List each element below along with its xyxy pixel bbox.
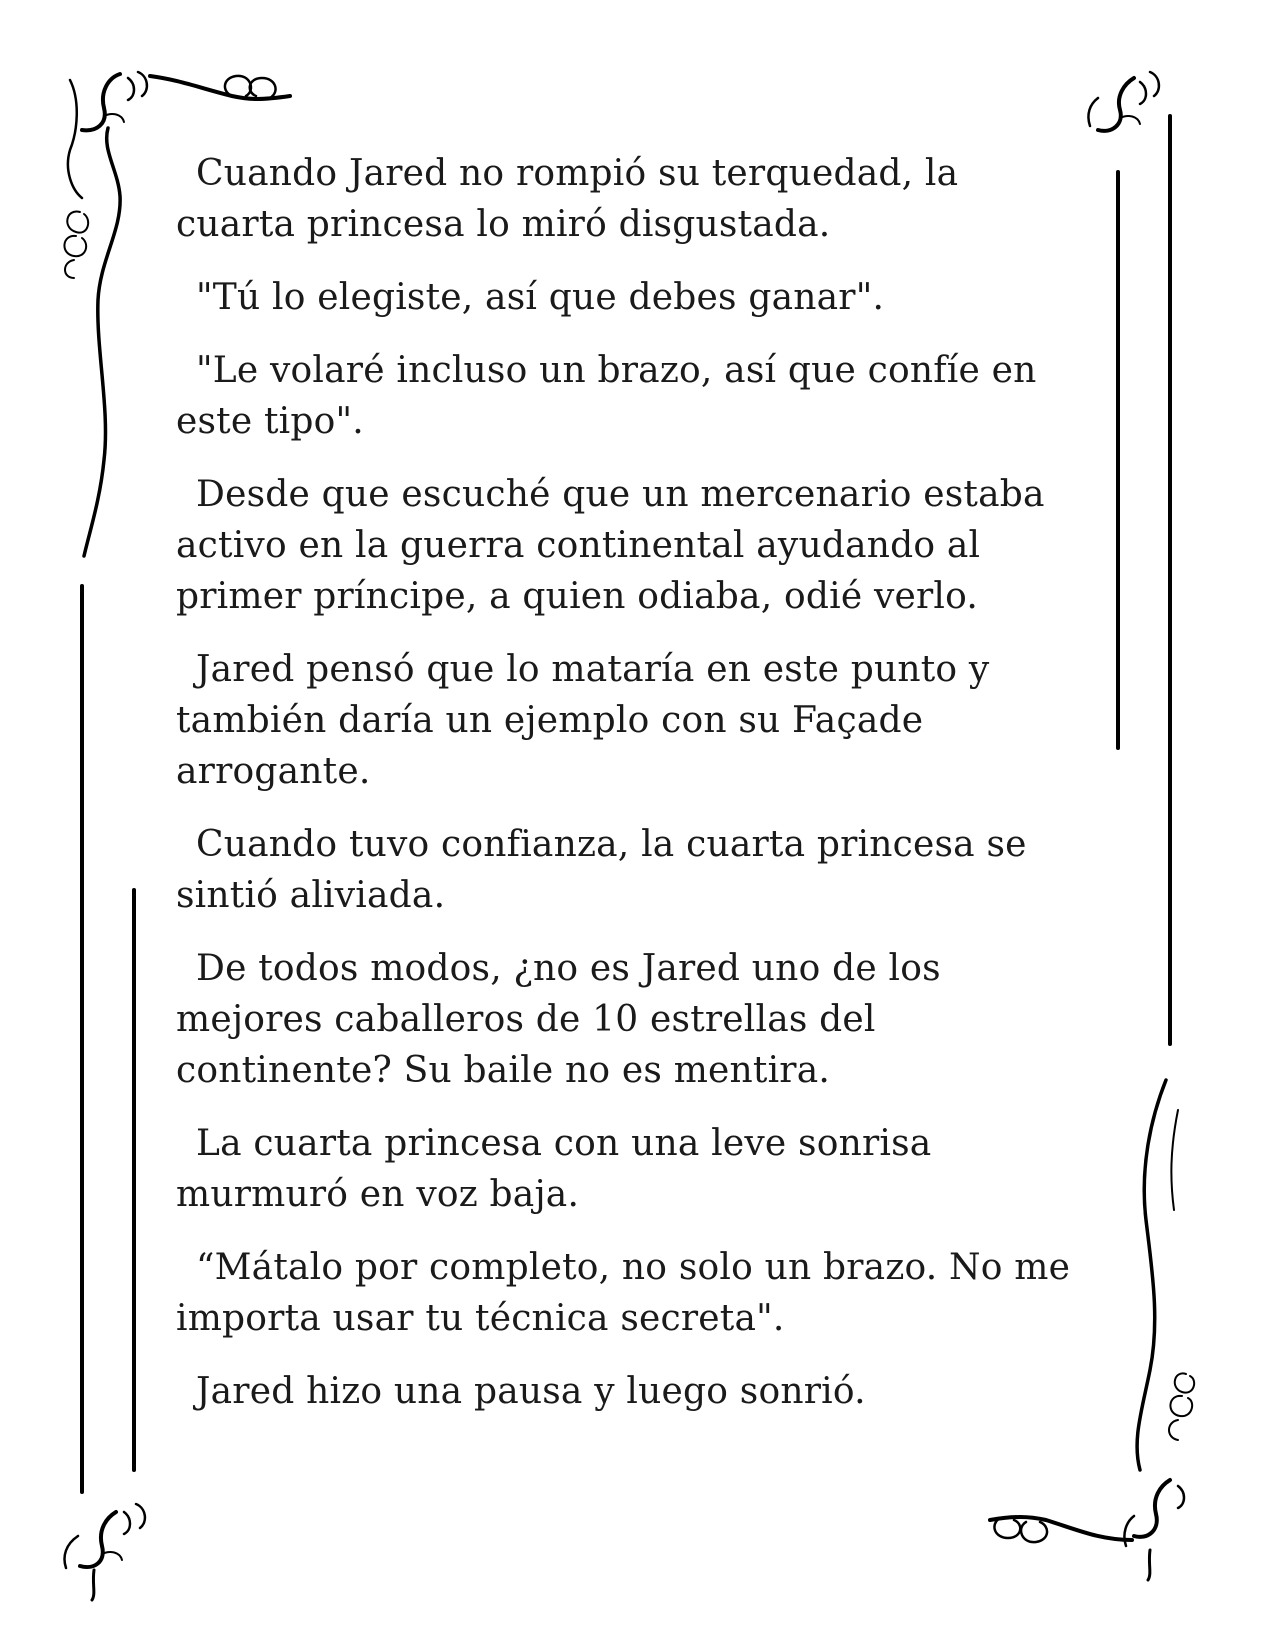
paragraph: De todos modos, ¿no es Jared uno de los mejores caballeros de 10 estrellas del continente? Su baile no es mentira.: [176, 948, 941, 1091]
right-vine: [1137, 1080, 1166, 1470]
paragraph: “Mátalo por completo, no solo un brazo. No me importa usar tu técnica secreta".: [176, 1247, 1071, 1339]
paragraph: Cuando tuvo confianza, la cuarta princesa se sintió aliviada.: [176, 824, 1027, 916]
paragraph: Desde que escuché que un mercenario estaba activo en la guerra continental ayudando al primer príncipe, a quien odiaba, odié verlo.: [176, 474, 1045, 617]
paragraph: "Tú lo elegiste, así que debes ganar".: [196, 277, 885, 318]
paragraph: La cuarta princesa con una leve sonrisa murmuró en voz baja.: [176, 1123, 932, 1215]
paragraph: Cuando Jared no rompió su terquedad, la cuarta princesa lo miró disgustada.: [176, 153, 959, 245]
bottom-left-flourish-icon: [65, 1504, 145, 1600]
paragraph: Jared hizo una pausa y luego sonrió.: [196, 1371, 866, 1412]
paragraph: "Le volaré incluso un brazo, así que confíe en este tipo".: [176, 350, 1037, 442]
page-body: [176, 148, 1076, 1439]
top-right-flourish-icon: [1088, 72, 1159, 131]
paragraph: Jared pensó que lo mataría en este punto y también daría un ejemplo con su Façade arrogante.: [176, 649, 990, 792]
